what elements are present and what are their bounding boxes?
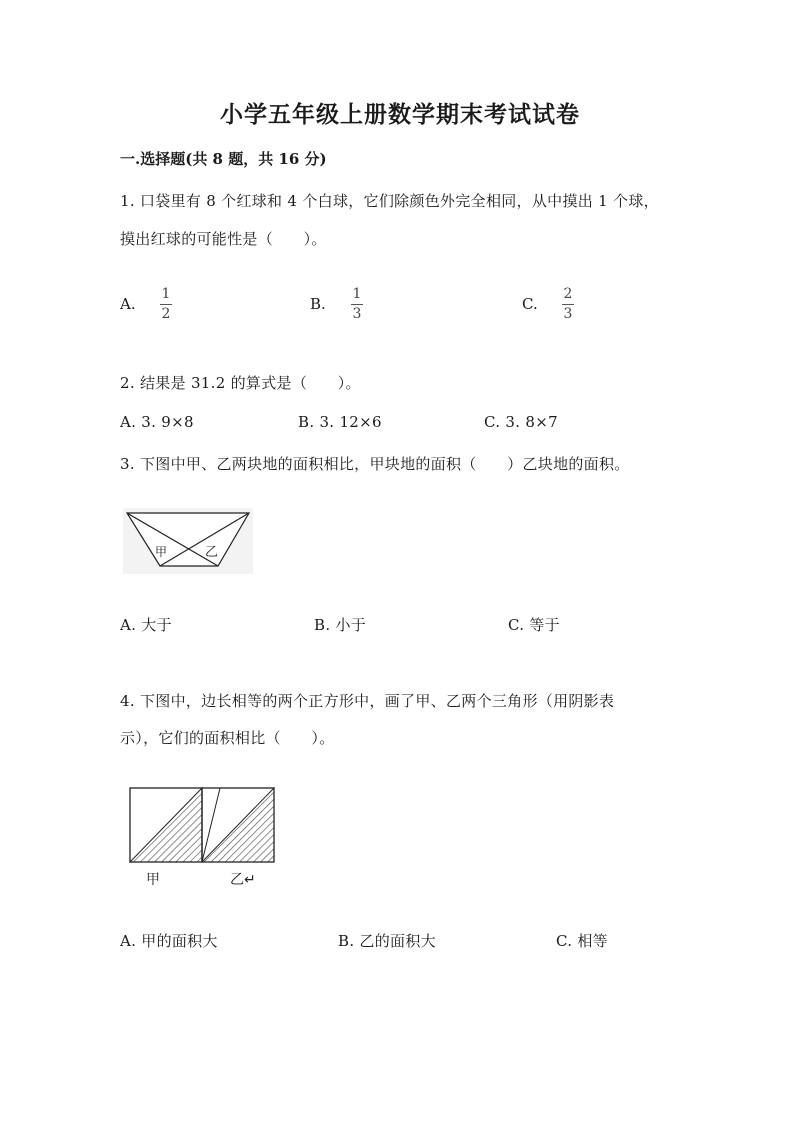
question-4-line-1: 4. 下图中，边长相等的两个正方形中，画了甲、乙两个三角形（用阴影表 bbox=[120, 692, 615, 710]
fraction-bar bbox=[160, 304, 172, 305]
question-2-option-a[interactable]: A. 3. 9×8 bbox=[120, 413, 194, 431]
section-heading: 一.选择题(共 8 题，共 16 分) bbox=[120, 150, 327, 168]
fraction-bar bbox=[562, 304, 574, 305]
triangle-jia bbox=[130, 788, 202, 862]
question-3-option-c[interactable]: C. 等于 bbox=[508, 616, 560, 634]
question-4-option-b[interactable]: B. 乙的面积大 bbox=[338, 932, 436, 950]
fraction-one-half bbox=[160, 287, 172, 322]
label-jia: 甲 bbox=[146, 872, 160, 888]
question-1-option-c[interactable] bbox=[522, 294, 538, 313]
question-4-line-2: 示），它们的面积相比（ ）。 bbox=[120, 729, 335, 747]
question-1-option-a[interactable] bbox=[120, 294, 136, 313]
option-label: C. bbox=[522, 295, 538, 313]
label-jia: 甲 bbox=[155, 545, 168, 559]
question-1-line-2: 摸出红球的可能性是（ ）。 bbox=[120, 230, 327, 248]
option-label: A. bbox=[120, 295, 136, 313]
label-yi: 乙 bbox=[205, 545, 219, 560]
fraction-denominator: 2 bbox=[161, 306, 171, 322]
trapezoid-figure bbox=[123, 508, 253, 574]
label-yi: 乙↵ bbox=[230, 872, 256, 888]
question-4-option-c[interactable]: C. 相等 bbox=[556, 932, 608, 950]
fraction-one-third bbox=[351, 287, 363, 322]
question-3-option-a[interactable]: A. 大于 bbox=[120, 616, 172, 634]
squares-figure bbox=[126, 784, 286, 892]
question-2-text: 2. 结果是 31.2 的算式是（ ）。 bbox=[120, 374, 361, 392]
fraction-numerator: 1 bbox=[161, 286, 171, 302]
page-title: 小学五年级上册数学期末考试试卷 bbox=[220, 101, 580, 128]
question-2-option-b[interactable]: B. 3. 12×6 bbox=[298, 413, 382, 431]
question-3-option-b[interactable]: B. 小于 bbox=[314, 616, 367, 634]
question-2-option-c[interactable]: C. 3. 8×7 bbox=[484, 413, 558, 431]
question-4-option-a[interactable]: A. 甲的面积大 bbox=[120, 932, 218, 950]
question-1-line-1: 1. 口袋里有 8 个红球和 4 个白球，它们除颜色外完全相同，从中摸出 1 个球， bbox=[120, 192, 659, 210]
fraction-numerator: 2 bbox=[563, 286, 573, 302]
question-3-text: 3. 下图中甲、乙两块地的面积相比，甲块地的面积（ ）乙块地的面积。 bbox=[120, 455, 630, 473]
fraction-two-thirds bbox=[562, 287, 574, 322]
fraction-numerator: 1 bbox=[352, 286, 362, 302]
option-label: B. bbox=[310, 295, 326, 313]
fraction-denominator: 3 bbox=[563, 306, 573, 322]
fraction-denominator: 3 bbox=[352, 306, 362, 322]
question-1-option-b[interactable] bbox=[310, 294, 326, 313]
fraction-bar bbox=[351, 304, 363, 305]
